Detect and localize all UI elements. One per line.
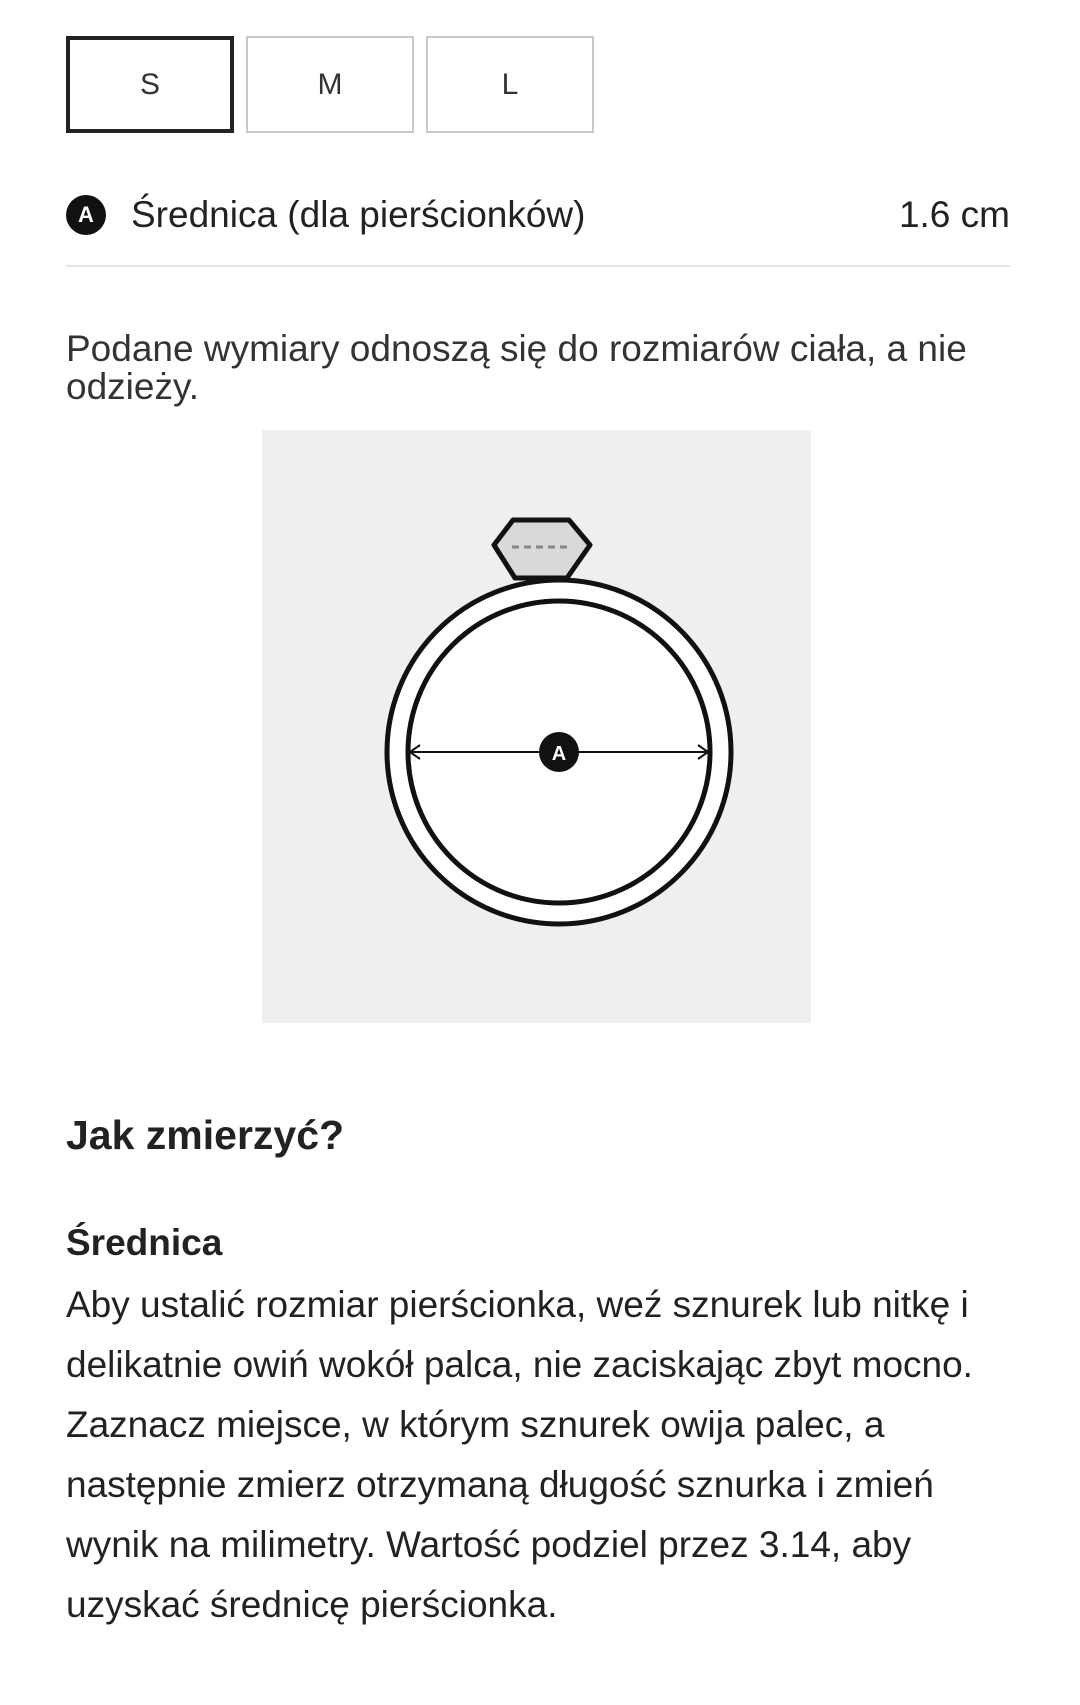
size-option-m[interactable]: M bbox=[246, 36, 414, 133]
measurement-row bbox=[66, 193, 1010, 267]
how-to-measure-title: Jak zmierzyć? bbox=[66, 1112, 345, 1158]
size-option-s[interactable]: S bbox=[66, 36, 234, 133]
size-option-l[interactable]: L bbox=[426, 36, 594, 133]
measure-instructions: Aby ustalić rozmiar pierścionka, weź sznurek lub nitkę i delikatnie owiń wokół palca, nie zaciskając zbyt mocno. Zaznacz miejsce, w którym sznurek owija palec, a następnie zmierz otrzymaną długość sznurka i zmień wynik na milimetry. Wartość podziel przez 3.14, aby uzyskać średnicę pierścionka. bbox=[66, 1284, 973, 1625]
measurement-label: Średnica (dla pierścionków) bbox=[131, 194, 586, 235]
ring-diagram bbox=[262, 430, 811, 1023]
diameter-subtitle: Średnica bbox=[66, 1222, 223, 1263]
measurement-value: 1.6 cm bbox=[898, 194, 1010, 235]
size-note: Podane wymiary odnoszą się do rozmiarów ciała, a nie odzieży. bbox=[66, 328, 967, 407]
ring-icon bbox=[262, 430, 811, 1023]
size-selector bbox=[66, 36, 594, 133]
diameter-marker-label: A bbox=[551, 743, 567, 765]
measurement-badge: A bbox=[66, 195, 106, 235]
gem-shape bbox=[494, 520, 590, 578]
